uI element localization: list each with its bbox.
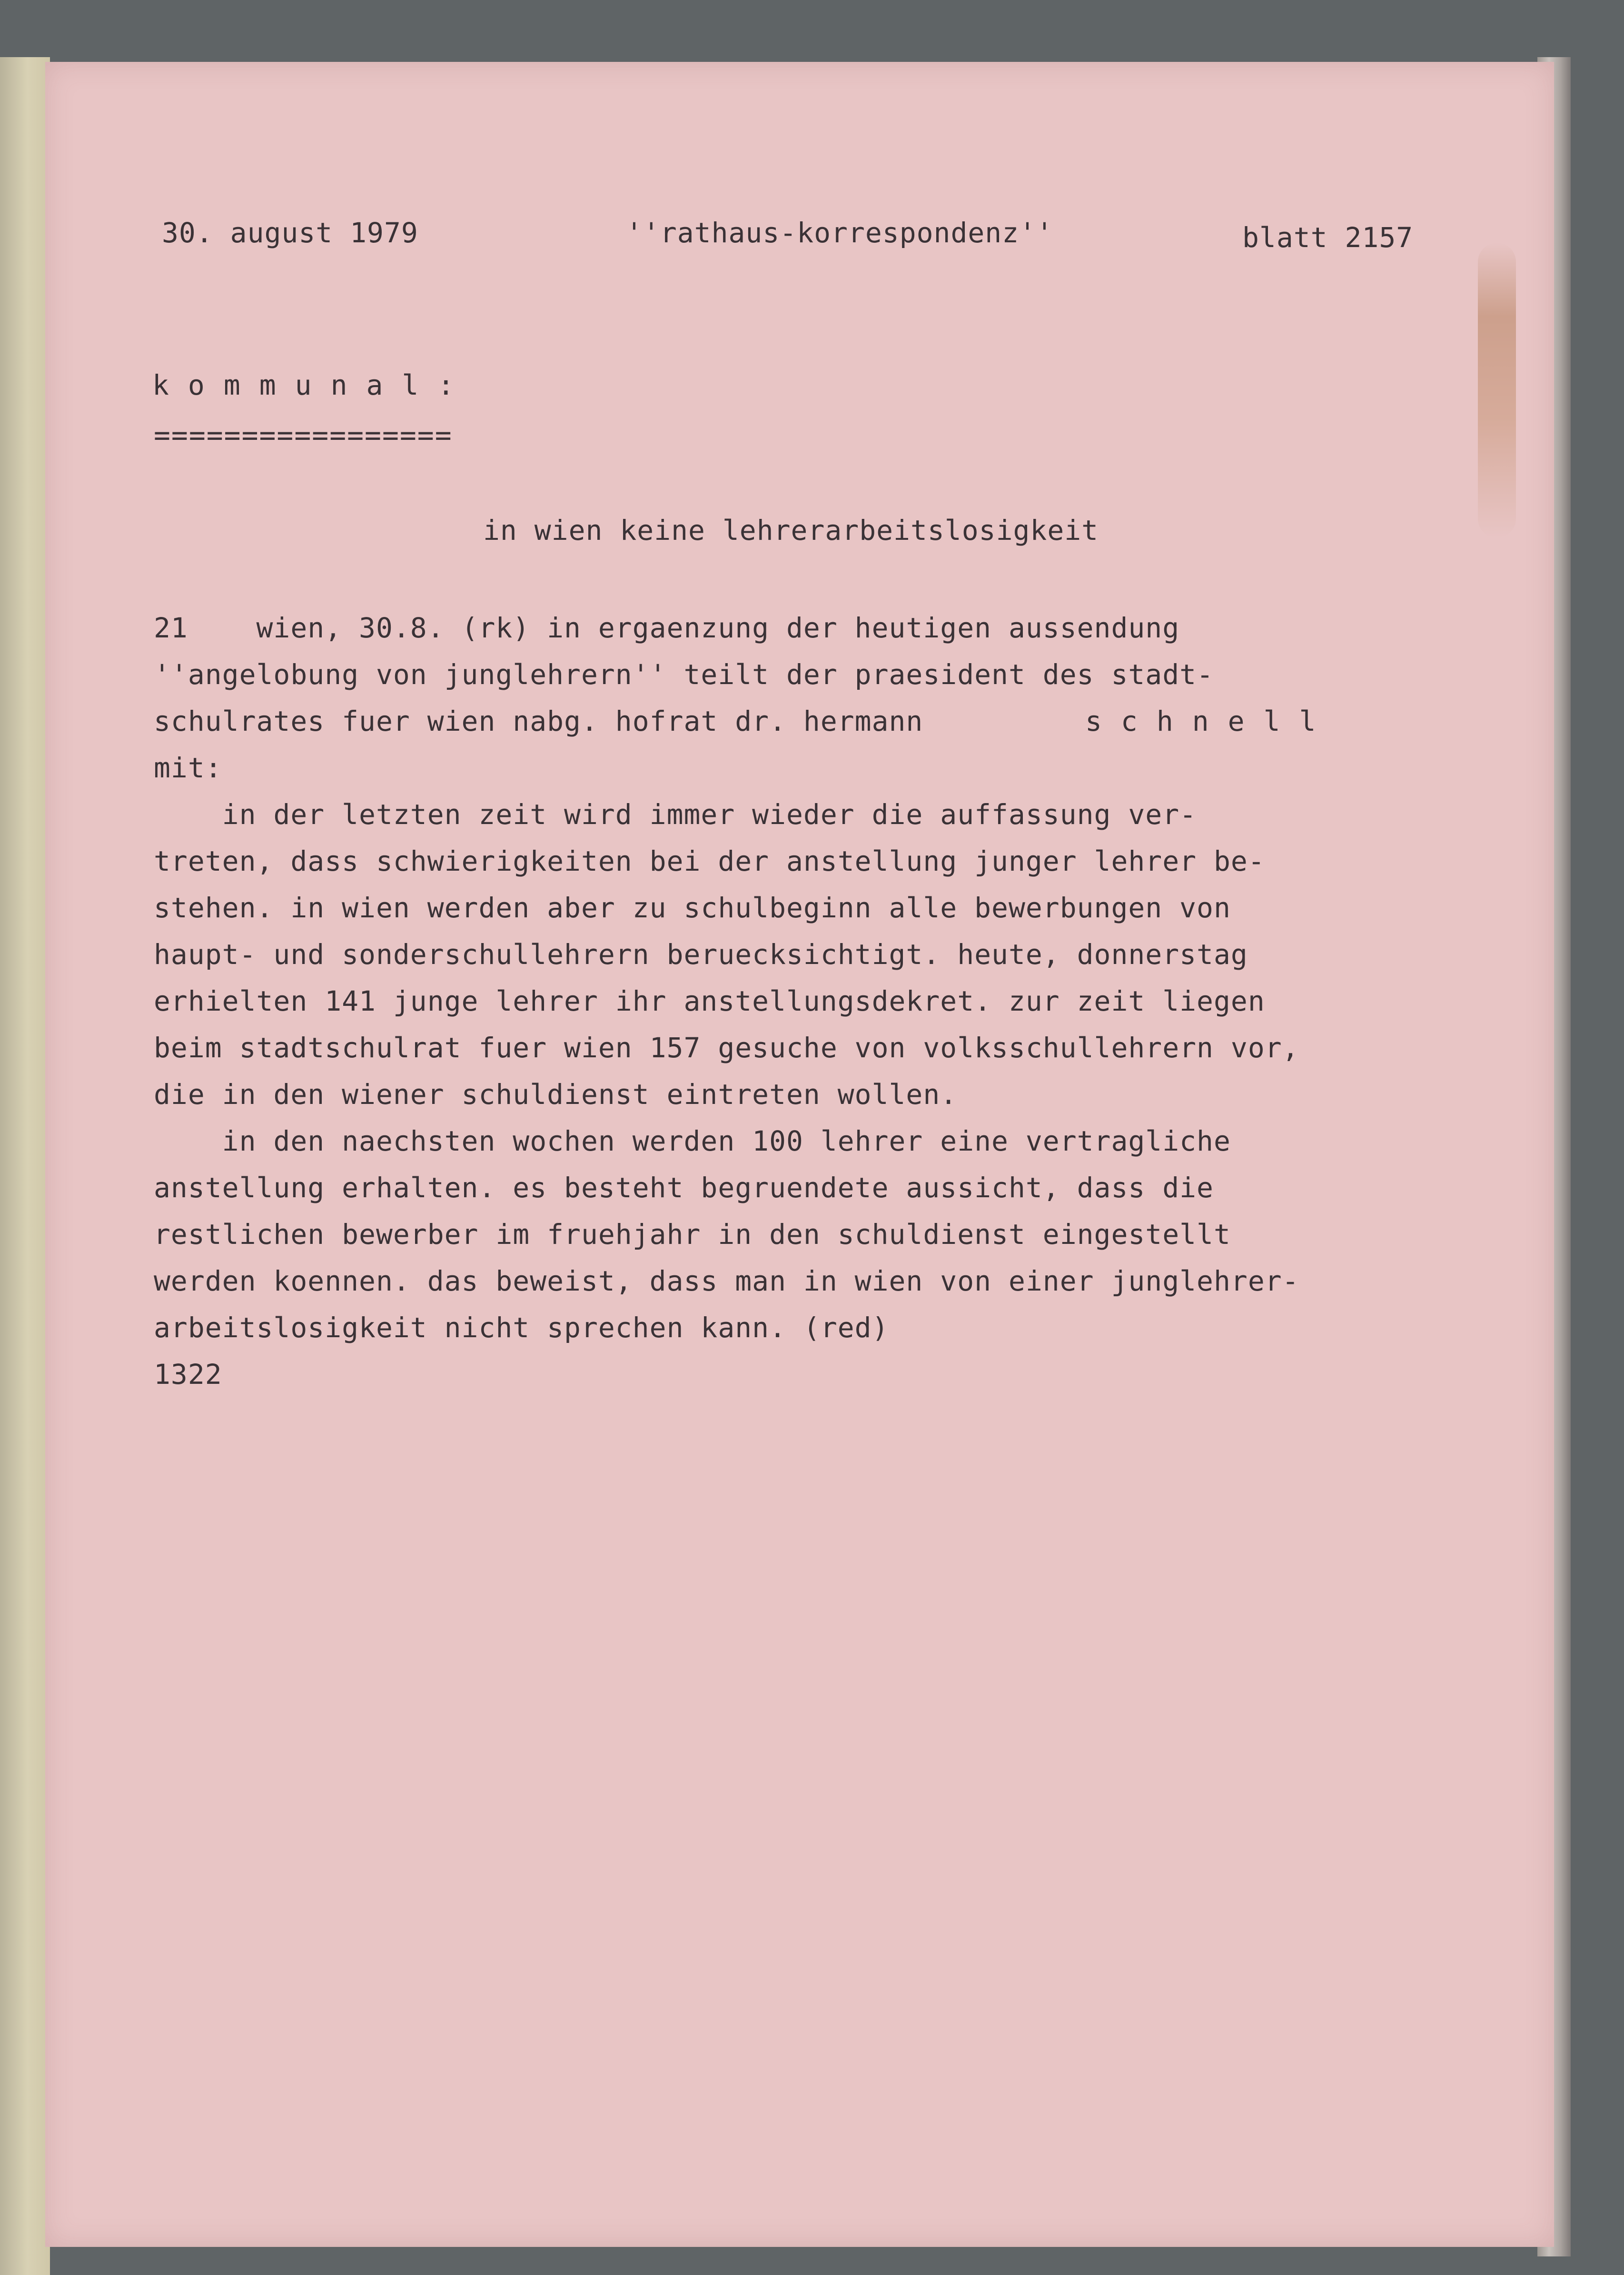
article-line-4: mit:: [154, 752, 222, 784]
article-line-5: in der letzten zeit wird immer wieder die auffassung ver-: [154, 798, 1197, 831]
article-line-6: treten, dass schwierigkeiten bei der anstellung junger lehrer be-: [154, 845, 1265, 877]
paper-stain: [1478, 243, 1516, 538]
article-line-8: haupt- und sonderschullehrern beruecksichtigt. heute, donnerstag: [154, 938, 1248, 971]
document-page: [45, 62, 1554, 2247]
article-line-10: beim stadtschulrat fuer wien 157 gesuche von volksschullehrern vor,: [154, 1032, 1299, 1064]
article-line-9: erhielten 141 junge lehrer ihr anstellungsdekret. zur zeit liegen: [154, 985, 1265, 1017]
article-line-3: schulrates fuer wien nabg. hofrat dr. hermann: [154, 705, 923, 737]
header-date: 30. august 1979: [162, 217, 418, 249]
header-publication: ''rathaus-korrespondenz'': [626, 217, 1053, 249]
article-line-16: arbeitslosigkeit nicht sprechen kann. (red): [154, 1311, 889, 1344]
article-line-12: in den naechsten wochen werden 100 lehrer eine vertragliche: [154, 1125, 1231, 1157]
article-line-1: 21 wien, 30.8. (rk) in ergaenzung der heutigen aussendung: [154, 612, 1180, 644]
article-name-spaced: schnell: [1085, 705, 1335, 737]
article-line-14: restlichen bewerber im fruehjahr in den schuldienst eingestellt: [154, 1218, 1231, 1251]
article-line-2: ''angelobung von junglehrern'' teilt der praesident des stadt-: [154, 658, 1214, 691]
header-sheet: blatt 2157: [1242, 221, 1414, 254]
binding-strip: [0, 57, 50, 2275]
article-end-code: 1322: [154, 1358, 222, 1391]
section-underline: =================: [154, 419, 453, 451]
article-line-11: die in den wiener schuldienst eintreten wollen.: [154, 1078, 958, 1111]
article-line-7: stehen. in wien werden aber zu schulbeginn alle bewerbungen von: [154, 892, 1231, 924]
article-line-13: anstellung erhalten. es besteht begruendete aussicht, dass die: [154, 1172, 1214, 1204]
article-line-15: werden koennen. das beweist, dass man in wien von einer junglehrer-: [154, 1265, 1299, 1297]
article-headline: in wien keine lehrerarbeitslosigkeit: [483, 514, 1099, 546]
section-label: kommunal:: [152, 369, 474, 401]
